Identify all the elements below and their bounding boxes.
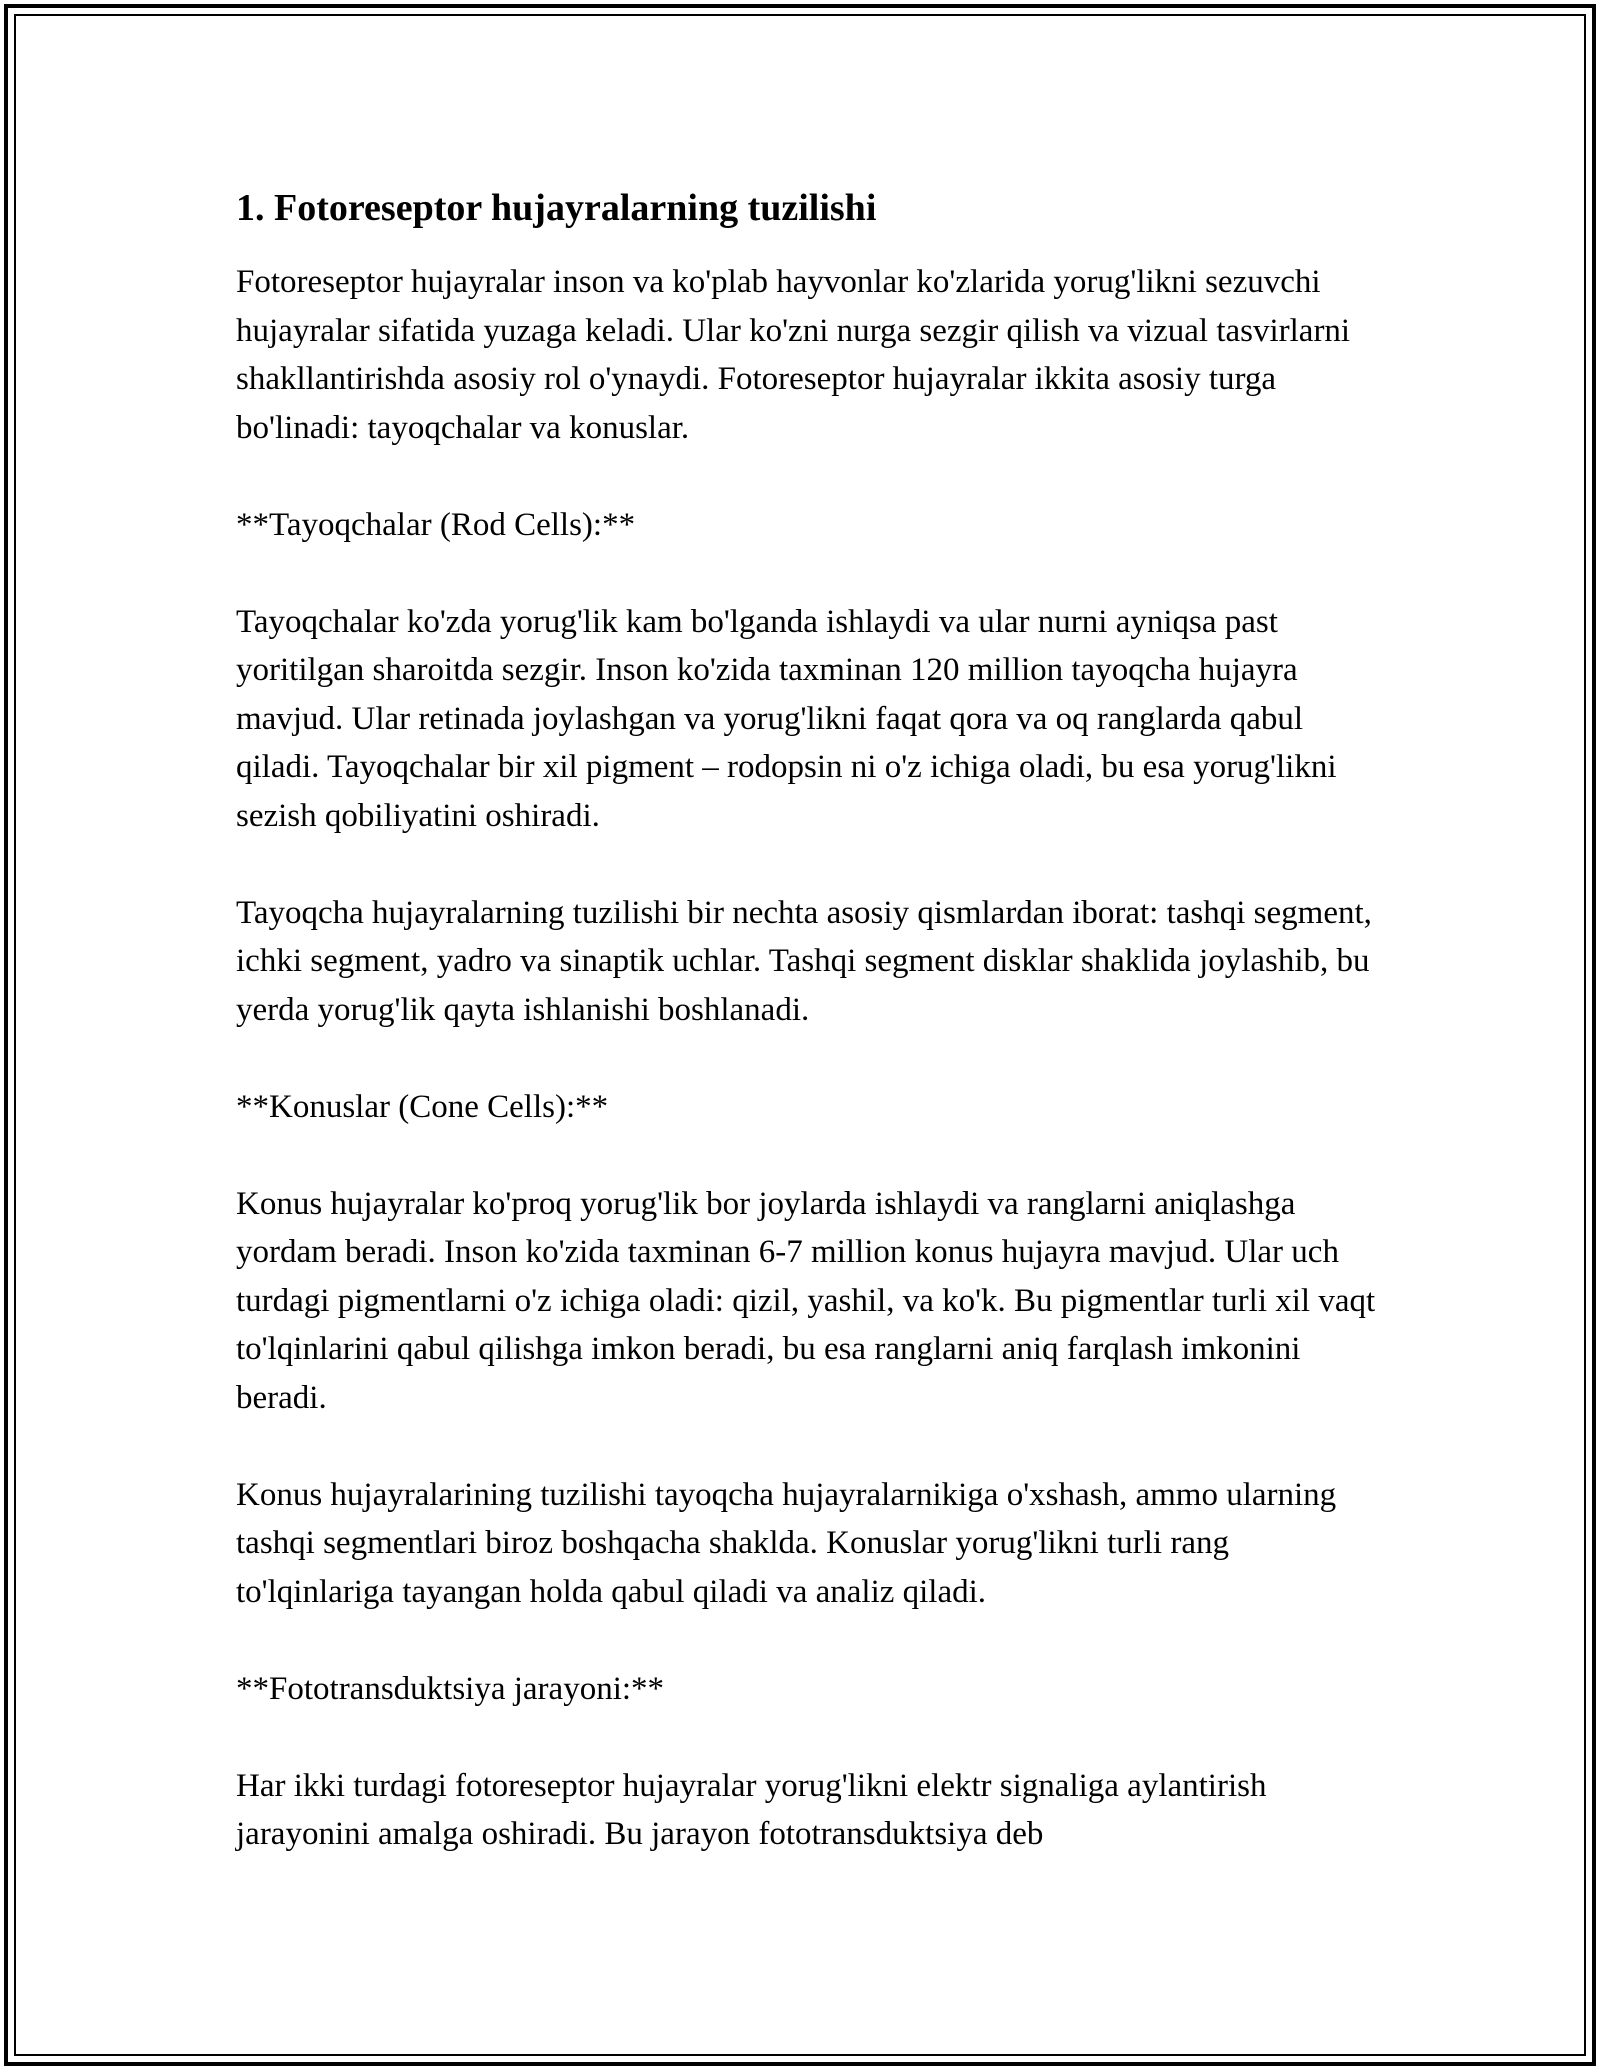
- paragraph-cones-function: Konus hujayralar ko'proq yorug'lik bor joylarda ishlaydi va ranglarni aniqlashga yordam beradi. Inson ko'zida taxminan 6-7 million konus hujayra mavjud. Ular uch turdagi pigmentlarni o'z ichiga oladi: qizil, yashil, va ko'k. Bu pigmentlar turli xil vaqt to'lqinlarini qabul qilishga imkon beradi, bu esa ranglarni aniq farqlash imkonini beradi.: [236, 1185, 1376, 1416]
- document-body: [236, 184, 1376, 1859]
- paragraph-cones-structure: Konus hujayralarining tuzilishi tayoqcha hujayralarnikiga o'xshash, ammo ularning tashqi segmentlari biroz boshqacha shaklda. Konuslar yorug'likni turli rang to'lqinlariga tayangan holda qabul qiladi va analiz qiladi.: [236, 1476, 1337, 1610]
- paragraph-phototransduction: Har ikki turdagi fotoreseptor hujayralar yorug'likni elektr signaliga aylantirish jarayonini amalga oshiradi. Bu jarayon fototransduktsiya deb: [236, 1767, 1267, 1852]
- subheading-phototransduction: **Fototransduktsiya jarayoni:**: [236, 1670, 665, 1707]
- subheading-cone-cells: **Konuslar (Cone Cells):**: [236, 1088, 609, 1125]
- paragraph-rods-function: Tayoqchalar ko'zda yorug'lik kam bo'lganda ishlaydi va ular nurni ayniqsa past yoritilgan sharoitda sezgir. Inson ko'zida taxminan 120 million tayoqcha hujayra mavjud. Ular retinada joylashgan va yorug'likni faqat qora va oq ranglarda qabul qiladi. Tayoqchalar bir xil pigment – rodopsin ni o'z ichiga oladi, bu esa yorug'likni sezish qobiliyatini oshiradi.: [236, 603, 1337, 834]
- section-heading: 1. Fotoreseptor hujayralarning tuzilishi: [236, 187, 877, 229]
- paragraph-rods-structure: Tayoqcha hujayralarning tuzilishi bir nechta asosiy qismlardan iborat: tashqi segment, ichki segment, yadro va sinaptik uchlar. Tashqi segment disklar shaklida joylashib, bu yerda yorug'lik qayta ishlanishi boshlanadi.: [236, 894, 1372, 1028]
- subheading-rod-cells: **Tayoqchalar (Rod Cells):**: [236, 506, 636, 543]
- paragraph-intro: Fotoreseptor hujayralar inson va ko'plab hayvonlar ko'zlarida yorug'likni sezuvchi hujayralar sifatida yuzaga keladi. Ular ko'zni nurga sezgir qilish va vizual tasvirlarni shakllantirishda asosiy rol o'ynaydi. Fotoreseptor hujayralar ikkita asosiy turga bo'linadi: tayoqchalar va konuslar.: [236, 264, 1351, 446]
